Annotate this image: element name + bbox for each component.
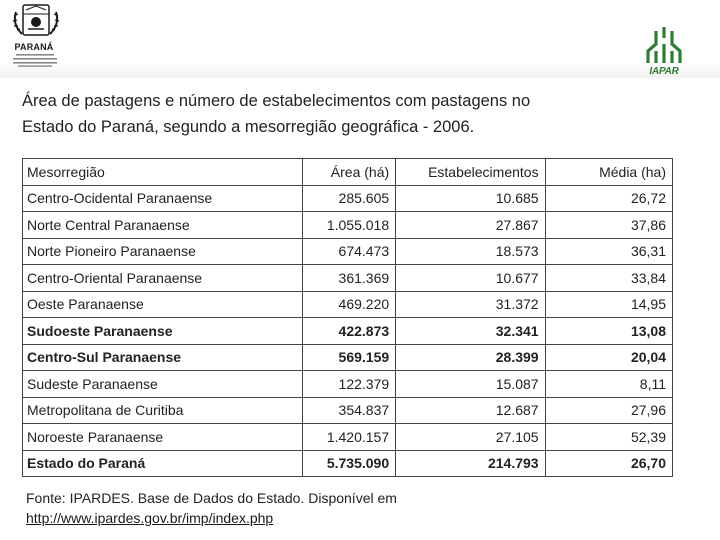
title-line-2: Estado do Paraná, segundo a mesorregião geográfica - 2006.: [22, 118, 475, 136]
cell-media: 26,72: [545, 185, 672, 212]
cell-media: 14,95: [545, 291, 672, 318]
cell-media: 33,84: [545, 265, 672, 292]
cell-media: 52,39: [545, 424, 672, 451]
table-row: [23, 265, 673, 292]
cell-estabelecimentos: 27.867: [396, 212, 545, 239]
cell-media: 26,70: [545, 450, 672, 477]
header-area: Área (há): [302, 159, 395, 186]
source-note: [26, 488, 586, 528]
table-row: [23, 185, 673, 212]
cell-area: 674.473: [302, 238, 395, 265]
cell-region: Metropolitana de Curitiba: [23, 397, 303, 424]
cell-area: 422.873: [302, 318, 395, 345]
cell-area: 1.055.018: [302, 212, 395, 239]
cell-region: Norte Pioneiro Paranaense: [23, 238, 303, 265]
cell-estabelecimentos: 31.372: [396, 291, 545, 318]
cell-media: 27,96: [545, 397, 672, 424]
table-row: [23, 424, 673, 451]
cell-media: 20,04: [545, 344, 672, 371]
cell-region: Sudoeste Paranaense: [23, 318, 303, 345]
cell-estabelecimentos: 10.677: [396, 265, 545, 292]
cell-estabelecimentos: 32.341: [396, 318, 545, 345]
cell-media: 36,31: [545, 238, 672, 265]
cell-region: Noroeste Paranaense: [23, 424, 303, 451]
page-title: [22, 88, 662, 140]
cell-region: Sudeste Paranaense: [23, 371, 303, 398]
cell-estabelecimentos: 12.687: [396, 397, 545, 424]
cell-estabelecimentos: 214.793: [396, 450, 545, 477]
cell-area: 5.735.090: [302, 450, 395, 477]
cell-area: 469.220: [302, 291, 395, 318]
cell-media: 8,11: [545, 371, 672, 398]
cell-media: 13,08: [545, 318, 672, 345]
cell-estabelecimentos: 18.573: [396, 238, 545, 265]
table-row: [23, 212, 673, 239]
pastures-table: [22, 158, 673, 477]
iapar-logo-text: IAPAR: [649, 66, 679, 77]
table-row: [23, 344, 673, 371]
iapar-logo: [640, 24, 688, 80]
table-row: [23, 318, 673, 345]
source-link[interactable]: http://www.ipardes.gov.br/imp/index.php: [26, 510, 274, 526]
table-body: [23, 185, 673, 477]
title-line-1: Área de pastagens e número de estabelecimentos com pastagens no: [22, 92, 531, 110]
cell-region: Oeste Paranaense: [23, 291, 303, 318]
cell-area: 354.837: [302, 397, 395, 424]
cell-area: 569.159: [302, 344, 395, 371]
cell-region: Centro-Ocidental Paranaense: [23, 185, 303, 212]
parana-logo-subtitle-lines: [10, 53, 60, 67]
table-row: [23, 371, 673, 398]
table-row: [23, 291, 673, 318]
cell-area: 1.420.157: [302, 424, 395, 451]
parana-coat-of-arms-icon: [8, 2, 64, 42]
cell-region: Centro-Sul Paranaense: [23, 344, 303, 371]
cell-region: Estado do Paraná: [23, 450, 303, 477]
cell-estabelecimentos: 10.685: [396, 185, 545, 212]
cell-area: 122.379: [302, 371, 395, 398]
header-band: [0, 0, 720, 78]
parana-logo: [6, 2, 66, 66]
cell-area: 361.369: [302, 265, 395, 292]
cell-estabelecimentos: 15.087: [396, 371, 545, 398]
header-mesorregiao: Mesorregião: [23, 159, 303, 186]
cell-area: 285.605: [302, 185, 395, 212]
cell-region: Norte Central Paranaense: [23, 212, 303, 239]
cell-media: 37,86: [545, 212, 672, 239]
cell-region: Centro-Oriental Paranaense: [23, 265, 303, 292]
parana-logo-text: PARANÁ: [14, 42, 54, 52]
cell-estabelecimentos: 27.105: [396, 424, 545, 451]
header-estabelecimentos: Estabelecimentos: [396, 159, 545, 186]
table-row: [23, 238, 673, 265]
table-header-row: [23, 159, 673, 186]
source-text: Fonte: IPARDES. Base de Dados do Estado. Disponível em: [26, 490, 397, 506]
table-row: [23, 450, 673, 477]
table-row: [23, 397, 673, 424]
cell-estabelecimentos: 28.399: [396, 344, 545, 371]
header-media: Média (ha): [545, 159, 672, 186]
iapar-emblem-icon: [640, 24, 688, 66]
